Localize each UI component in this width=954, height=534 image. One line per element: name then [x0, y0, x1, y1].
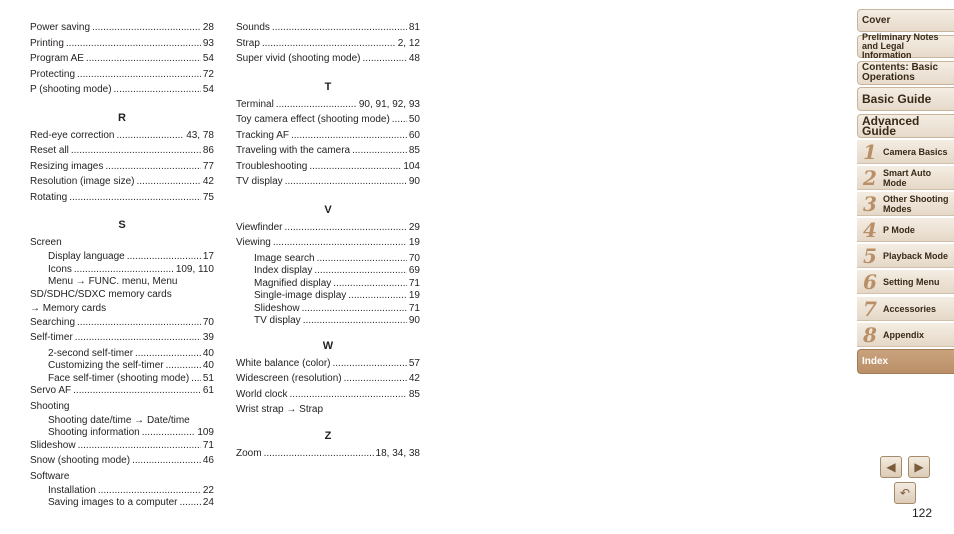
index-subentry[interactable] — [48, 348, 214, 361]
nav-index-label: Index — [862, 355, 889, 367]
entry-page-refs[interactable]: 48 — [408, 53, 420, 64]
dot-leader — [273, 237, 407, 249]
dot-leader — [73, 385, 201, 397]
chapter-label — [883, 194, 949, 214]
dot-leader — [77, 317, 201, 329]
entry-page-refs[interactable]: 71 — [408, 302, 420, 314]
index-subentry[interactable] — [48, 373, 214, 386]
section-letter: S — [118, 219, 126, 231]
entry-page-refs[interactable]: 18, 34, 38 — [375, 448, 420, 459]
chapter-label — [883, 277, 940, 287]
index-entry[interactable] — [236, 222, 420, 238]
entry-page-refs[interactable]: 70 — [408, 252, 420, 264]
dot-leader — [71, 145, 201, 157]
entry-page-refs[interactable]: 17 — [202, 251, 214, 262]
index-entry[interactable] — [30, 161, 214, 177]
entry-page-refs[interactable]: 69 — [408, 265, 420, 276]
dot-leader — [105, 161, 201, 173]
dot-leader — [303, 315, 407, 327]
entry-term: World clock — [236, 388, 288, 400]
chapter-label — [883, 330, 924, 340]
entry-page-refs[interactable]: 43, 78 — [186, 129, 214, 141]
arrow-right-icon: ▶ — [914, 460, 924, 474]
entry-page-refs[interactable]: 70 — [202, 316, 214, 328]
nav-contents-label-1: Contents: Basic — [862, 62, 939, 73]
dot-leader — [116, 130, 184, 142]
dot-leader — [137, 176, 201, 188]
entry-term: Menu → FUNC. menu, Menu — [48, 276, 178, 287]
chapter-label — [883, 225, 915, 235]
nav-chapter-5[interactable] — [857, 244, 954, 268]
entry-page-refs[interactable]: 22 — [202, 484, 214, 496]
chapter-number: 1 — [863, 139, 877, 164]
dot-leader — [142, 427, 196, 439]
dot-leader — [348, 290, 407, 302]
dot-leader — [78, 440, 201, 452]
entry-page-refs[interactable]: 39 — [202, 332, 214, 343]
chapter-label-line-1: P Mode — [883, 224, 915, 235]
dot-leader — [272, 22, 407, 34]
return-icon: ↶ — [899, 486, 911, 500]
index-column-1 — [30, 22, 214, 510]
index-entry[interactable] — [30, 130, 214, 146]
entry-page-refs[interactable]: 54 — [202, 53, 214, 64]
entry-term: Icons — [48, 263, 72, 275]
chapter-label-line-1: Playback Mode — [883, 250, 949, 261]
entry-page-refs[interactable]: 51 — [202, 372, 214, 384]
next-page-button[interactable] — [908, 456, 930, 478]
index-entry[interactable] — [236, 53, 420, 69]
entry-term: Single-image display — [254, 290, 347, 301]
entry-page-refs[interactable]: 77 — [202, 160, 214, 172]
entry-term: Self-timer — [30, 332, 73, 343]
nav-chapter-2[interactable] — [857, 166, 954, 190]
entry-page-refs[interactable]: 71 — [408, 277, 420, 289]
dot-leader — [285, 176, 407, 188]
entry-page-refs[interactable]: 72 — [202, 68, 214, 80]
index-entry[interactable] — [236, 22, 420, 38]
entry-page-refs[interactable]: 109 — [197, 427, 214, 438]
entry-page-refs[interactable]: 19 — [408, 237, 420, 248]
entry-term: P (shooting mode) — [30, 84, 112, 95]
entry-page-refs[interactable]: 85 — [408, 388, 420, 400]
index-subentry[interactable] — [48, 485, 214, 498]
entry-term: White balance (color) — [236, 357, 331, 369]
dot-leader — [290, 389, 407, 401]
entry-term: Magnified display — [254, 277, 332, 289]
nav-chapter-4[interactable] — [857, 218, 954, 242]
entry-page-refs[interactable]: 90 — [408, 176, 420, 187]
nav-cover[interactable] — [857, 9, 954, 32]
dot-leader — [135, 348, 201, 360]
dot-leader — [92, 22, 201, 34]
index-column-2 — [236, 22, 420, 464]
dot-leader — [180, 497, 201, 509]
entry-term: TV display — [236, 176, 283, 187]
dot-leader — [333, 278, 407, 290]
entry-term: Program AE — [30, 53, 84, 64]
index-entry — [30, 237, 214, 251]
dot-leader — [191, 373, 201, 385]
entry-term: SD/SDHC/SDXC memory cards — [30, 288, 172, 300]
index-entry[interactable] — [236, 389, 420, 405]
index-subentry[interactable] — [48, 360, 214, 373]
nav-advanced-guide-label: Advanced Guide — [862, 114, 920, 138]
arrow-left-icon: ◀ — [886, 460, 896, 474]
nav-preliminary-notes[interactable] — [857, 32, 954, 60]
entry-page-refs[interactable]: 19 — [408, 290, 420, 301]
index-subentry — [48, 415, 214, 428]
nav-index[interactable] — [857, 349, 954, 374]
index-subentry — [48, 276, 214, 289]
entry-page-refs[interactable]: 93 — [202, 37, 214, 49]
index-entry[interactable] — [30, 332, 214, 348]
section-letter: T — [324, 80, 332, 93]
dot-leader — [74, 264, 174, 276]
entry-term: Troubleshooting — [236, 160, 308, 172]
dot-leader — [166, 360, 201, 372]
entry-term: Software — [30, 470, 70, 482]
dot-leader — [66, 38, 201, 50]
entry-page-refs[interactable]: 104 — [403, 160, 420, 172]
dot-leader — [86, 53, 201, 65]
entry-term: Widescreen (resolution) — [236, 373, 342, 384]
entry-term: Slideshow — [30, 439, 76, 451]
entry-term: Installation — [48, 484, 96, 496]
entry-term: Shooting — [30, 400, 70, 412]
chapter-number: 4 — [863, 217, 877, 242]
entry-page-refs[interactable]: 42 — [408, 373, 420, 384]
index-entry[interactable] — [236, 114, 420, 130]
index-subentry[interactable] — [48, 264, 214, 277]
entry-term: Screen — [30, 237, 62, 248]
index-subentry[interactable] — [254, 278, 420, 291]
entry-term: Resizing images — [30, 160, 104, 172]
dot-leader — [77, 69, 201, 81]
page-number: 122 — [911, 506, 932, 520]
index-entry — [30, 401, 214, 415]
index-entry[interactable] — [236, 237, 420, 253]
entry-term: → Memory cards — [30, 302, 107, 314]
index-entry — [236, 404, 420, 418]
entry-term: Reset all — [30, 145, 69, 156]
nav-contents-basic-operations[interactable] — [857, 61, 954, 85]
chapter-label-line-2: Mode — [883, 177, 907, 188]
index-entry[interactable] — [30, 455, 214, 471]
entry-term: TV display — [254, 315, 301, 326]
entry-page-refs[interactable]: 2, 12 — [397, 37, 420, 49]
chapter-label-line-1: Other Shooting — [883, 193, 949, 204]
chapter-number: 8 — [863, 322, 877, 347]
chapter-label — [883, 251, 948, 261]
entry-term: Image search — [254, 252, 315, 264]
index-entry[interactable] — [30, 176, 214, 192]
dot-leader — [114, 84, 201, 96]
nav-chapter-1[interactable] — [857, 140, 954, 164]
dot-leader — [352, 145, 407, 157]
index-subentry[interactable] — [48, 497, 214, 510]
index-entry[interactable] — [236, 38, 420, 54]
entry-term: Shooting date/time → Date/time — [48, 414, 190, 426]
index-entry[interactable] — [236, 373, 420, 389]
dot-leader — [392, 114, 407, 126]
index-entry[interactable] — [236, 448, 420, 464]
chapter-label-line-1: Smart Auto — [883, 167, 932, 178]
entry-term: Traveling with the camera — [236, 145, 351, 156]
entry-page-refs[interactable]: 90, 91, 92, 93 — [358, 98, 420, 110]
nav-chapter-8[interactable] — [857, 323, 954, 347]
section-letter: V — [324, 203, 332, 216]
index-subentry[interactable] — [254, 290, 420, 303]
index-subentry[interactable] — [254, 253, 420, 266]
dot-leader — [317, 253, 407, 265]
dot-leader — [314, 265, 407, 277]
dot-leader — [132, 455, 201, 467]
dot-leader — [276, 99, 357, 111]
section-letter: Z — [324, 430, 332, 442]
entry-term: Saving images to a computer — [48, 497, 178, 508]
index-subentry[interactable] — [48, 427, 214, 440]
nav-advanced-guide[interactable] — [857, 114, 954, 138]
entry-term: Tracking AF — [236, 129, 289, 141]
index-subentry[interactable] — [254, 265, 420, 278]
entry-term: Face self-timer (shooting mode) — [48, 372, 190, 384]
index-entry — [30, 289, 214, 303]
entry-term: Shooting information — [48, 427, 140, 438]
dot-leader — [264, 448, 374, 460]
index-entry[interactable] — [30, 22, 214, 38]
chapter-label-line-1: Camera Basics — [883, 146, 948, 157]
entry-term: Viewfinder — [236, 221, 283, 233]
index-entry — [30, 471, 214, 485]
entry-term: Toy camera effect (shooting mode) — [236, 114, 390, 125]
entry-page-refs[interactable]: 42 — [202, 176, 214, 187]
chapter-number: 5 — [863, 243, 877, 268]
nav-preliminary-notes-label-2: and Legal Information — [862, 41, 912, 60]
dot-leader — [75, 332, 201, 344]
entry-page-refs[interactable]: 109, 110 — [175, 263, 214, 275]
chapter-label-line-1: Setting Menu — [883, 276, 940, 287]
entry-term: Snow (shooting mode) — [30, 455, 131, 466]
index-entry[interactable] — [30, 53, 214, 69]
dot-leader — [98, 485, 201, 497]
entry-term: Sounds — [236, 22, 270, 33]
chapter-label-line-2: Modes — [883, 203, 912, 214]
index-entry[interactable] — [30, 38, 214, 54]
nav-chapter-6[interactable] — [857, 270, 954, 294]
entry-page-refs[interactable]: 60 — [408, 129, 420, 141]
index-entry[interactable] — [30, 145, 214, 161]
dot-leader — [344, 373, 407, 385]
entry-term: Power saving — [30, 22, 91, 33]
entry-page-refs[interactable]: 40 — [202, 347, 214, 359]
entry-term: Searching — [30, 316, 76, 328]
entry-page-refs[interactable]: 46 — [202, 455, 214, 466]
nav-basic-guide-label: Basic Guide — [862, 92, 932, 106]
nav-chapter-3[interactable] — [857, 192, 954, 216]
entry-page-refs[interactable]: 75 — [202, 191, 214, 203]
chapter-number: 3 — [863, 191, 877, 216]
chapter-number: 6 — [863, 269, 877, 294]
entry-term: Red-eye correction — [30, 129, 115, 141]
nav-chapter-7[interactable] — [857, 297, 954, 321]
entry-page-refs[interactable]: 86 — [202, 145, 214, 156]
entry-term: Resolution (image size) — [30, 176, 135, 187]
entry-term: 2-second self-timer — [48, 347, 134, 359]
nav-contents-label-2: Operations — [862, 72, 915, 83]
index-entry[interactable] — [30, 69, 214, 85]
entry-term: Strap — [236, 37, 260, 49]
entry-term: Customizing the self-timer — [48, 360, 164, 371]
index-entry[interactable] — [236, 145, 420, 161]
entry-page-refs[interactable]: 90 — [408, 315, 420, 326]
chapter-label-line-1: Accessories — [883, 303, 937, 314]
dot-leader — [127, 251, 201, 263]
entry-page-refs[interactable]: 71 — [202, 439, 214, 451]
index-entry[interactable] — [30, 84, 214, 100]
chapter-number: 2 — [863, 165, 877, 190]
entry-term: Viewing — [236, 237, 271, 248]
entry-term: Terminal — [236, 98, 274, 110]
index-entry[interactable] — [236, 358, 420, 374]
entry-page-refs[interactable]: 29 — [408, 221, 420, 233]
dot-leader — [285, 222, 407, 234]
entry-term: Super vivid (shooting mode) — [236, 53, 361, 64]
section-letter: W — [322, 339, 334, 352]
entry-page-refs[interactable]: 81 — [408, 22, 420, 33]
chapter-label — [883, 304, 936, 314]
return-button[interactable] — [894, 482, 916, 504]
index-entry[interactable] — [236, 176, 420, 192]
entry-page-refs[interactable]: 61 — [202, 385, 214, 396]
entry-page-refs[interactable]: 54 — [202, 84, 214, 95]
dot-leader — [262, 38, 396, 50]
dot-leader — [69, 192, 201, 204]
chapter-label-line-1: Appendix — [883, 329, 925, 340]
index-entry[interactable] — [236, 130, 420, 146]
entry-term: Protecting — [30, 68, 76, 80]
entry-page-refs[interactable]: 57 — [408, 357, 420, 369]
section-letter: R — [118, 111, 126, 124]
index-entry[interactable] — [30, 317, 214, 333]
previous-page-button[interactable] — [880, 456, 902, 478]
index-entry — [30, 303, 214, 317]
chapter-label — [883, 168, 931, 188]
entry-page-refs[interactable]: 28 — [202, 22, 214, 33]
entry-term: Slideshow — [254, 302, 300, 314]
dot-leader — [309, 161, 401, 173]
nav-cover-label: Cover — [862, 14, 891, 26]
index-entry[interactable] — [30, 192, 214, 208]
nav-basic-guide[interactable] — [857, 87, 954, 111]
entry-page-refs[interactable]: 50 — [408, 114, 420, 125]
entry-term: Index display — [254, 265, 313, 276]
index-entry[interactable] — [30, 440, 214, 456]
index-subentry[interactable] — [254, 303, 420, 316]
index-entry[interactable] — [236, 161, 420, 177]
dot-leader — [291, 130, 407, 142]
entry-page-refs[interactable]: 24 — [202, 497, 214, 508]
dot-leader — [332, 358, 406, 370]
nav-preliminary-notes-label-1: Preliminary Notes — [862, 32, 939, 42]
index-subentry[interactable] — [48, 251, 214, 264]
chapter-number: 7 — [863, 296, 877, 321]
entry-page-refs[interactable]: 40 — [202, 360, 214, 371]
entry-term: Zoom — [236, 448, 262, 459]
chapter-label — [883, 147, 948, 157]
entry-term: Wrist strap → Strap — [236, 404, 324, 415]
entry-page-refs[interactable]: 85 — [408, 145, 420, 156]
entry-term: Printing — [30, 37, 64, 49]
entry-term: Display language — [48, 251, 125, 262]
dot-leader — [302, 303, 407, 315]
index-subentry[interactable] — [254, 315, 420, 328]
index-entry[interactable] — [30, 385, 214, 401]
index-entry[interactable] — [236, 99, 420, 115]
entry-term: Rotating — [30, 191, 68, 203]
entry-term: Servo AF — [30, 385, 72, 396]
dot-leader — [363, 53, 407, 65]
